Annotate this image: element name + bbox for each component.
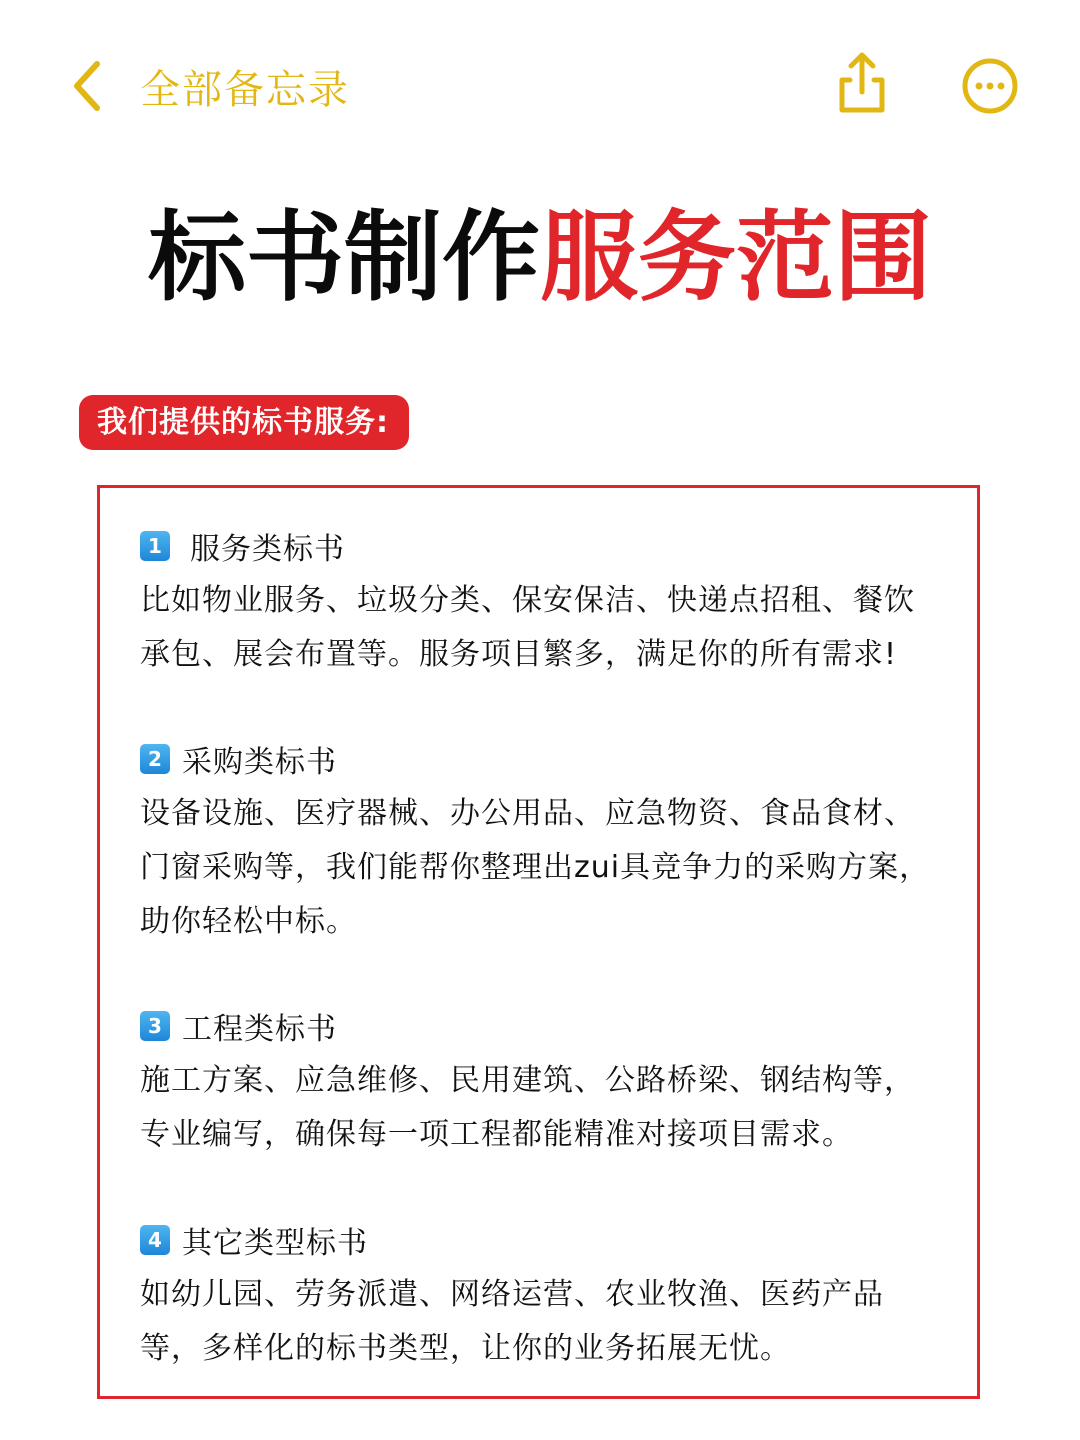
title-red-part: 服务范围 xyxy=(540,201,933,315)
share-button[interactable] xyxy=(830,50,894,116)
body-line: 承包、展会布置等。服务项目繁多，满足你的所有需求! xyxy=(140,637,898,672)
keycap-three-icon: 3 xyxy=(140,1011,170,1041)
service-section-1 xyxy=(140,518,970,682)
section-heading xyxy=(140,731,970,787)
service-section-3 xyxy=(140,998,970,1162)
section-body xyxy=(140,574,970,682)
service-section-4 xyxy=(140,1212,970,1376)
services-box xyxy=(97,485,980,1399)
body-line: 门窗采购等，我们能帮你整理出zui具竞争力的采购方案， xyxy=(140,850,931,885)
keycap-two-icon: 2 xyxy=(140,744,170,774)
body-line: 设备设施、医疗器械、办公用品、应急物资、食品食材、 xyxy=(140,796,915,831)
more-button[interactable] xyxy=(960,56,1020,116)
body-line: 助你轻松中标。 xyxy=(140,904,357,939)
body-line: 专业编写，确保每一项工程都能精准对接项目需求。 xyxy=(140,1117,853,1152)
section-heading xyxy=(140,518,970,574)
body-line: 等，多样化的标书类型，让你的业务拓展无忧。 xyxy=(140,1331,791,1366)
section-body xyxy=(140,1054,970,1162)
section-heading xyxy=(140,998,970,1054)
body-line: 比如物业服务、垃圾分类、保安保洁、快递点招租、餐饮 xyxy=(140,583,915,618)
body-line: 施工方案、应急维修、民用建筑、公路桥梁、钢结构等， xyxy=(140,1063,915,1098)
service-section-2 xyxy=(140,731,970,949)
section-body xyxy=(140,787,970,949)
section-heading xyxy=(140,1212,970,1268)
section-body xyxy=(140,1268,970,1376)
section-badge: 我们提供的标书服务: xyxy=(79,395,409,450)
keycap-one-icon: 1 xyxy=(140,531,170,561)
title-black-part: 标书制作 xyxy=(147,201,540,315)
section-title: 工程类标书 xyxy=(182,1012,337,1047)
keycap-four-icon: 4 xyxy=(140,1225,170,1255)
back-label: 全部备忘录 xyxy=(140,66,350,113)
back-button[interactable] xyxy=(72,56,350,116)
more-icon xyxy=(960,56,1020,116)
body-line: 如幼儿园、劳务派遣、网络运营、农业牧渔、医药产品 xyxy=(140,1277,884,1312)
share-icon xyxy=(830,50,894,116)
section-title: 其它类型标书 xyxy=(182,1226,368,1261)
chevron-left-icon xyxy=(72,60,102,112)
page-title xyxy=(0,198,1080,318)
section-title: 采购类标书 xyxy=(182,745,337,780)
section-title: 服务类标书 xyxy=(190,532,345,567)
